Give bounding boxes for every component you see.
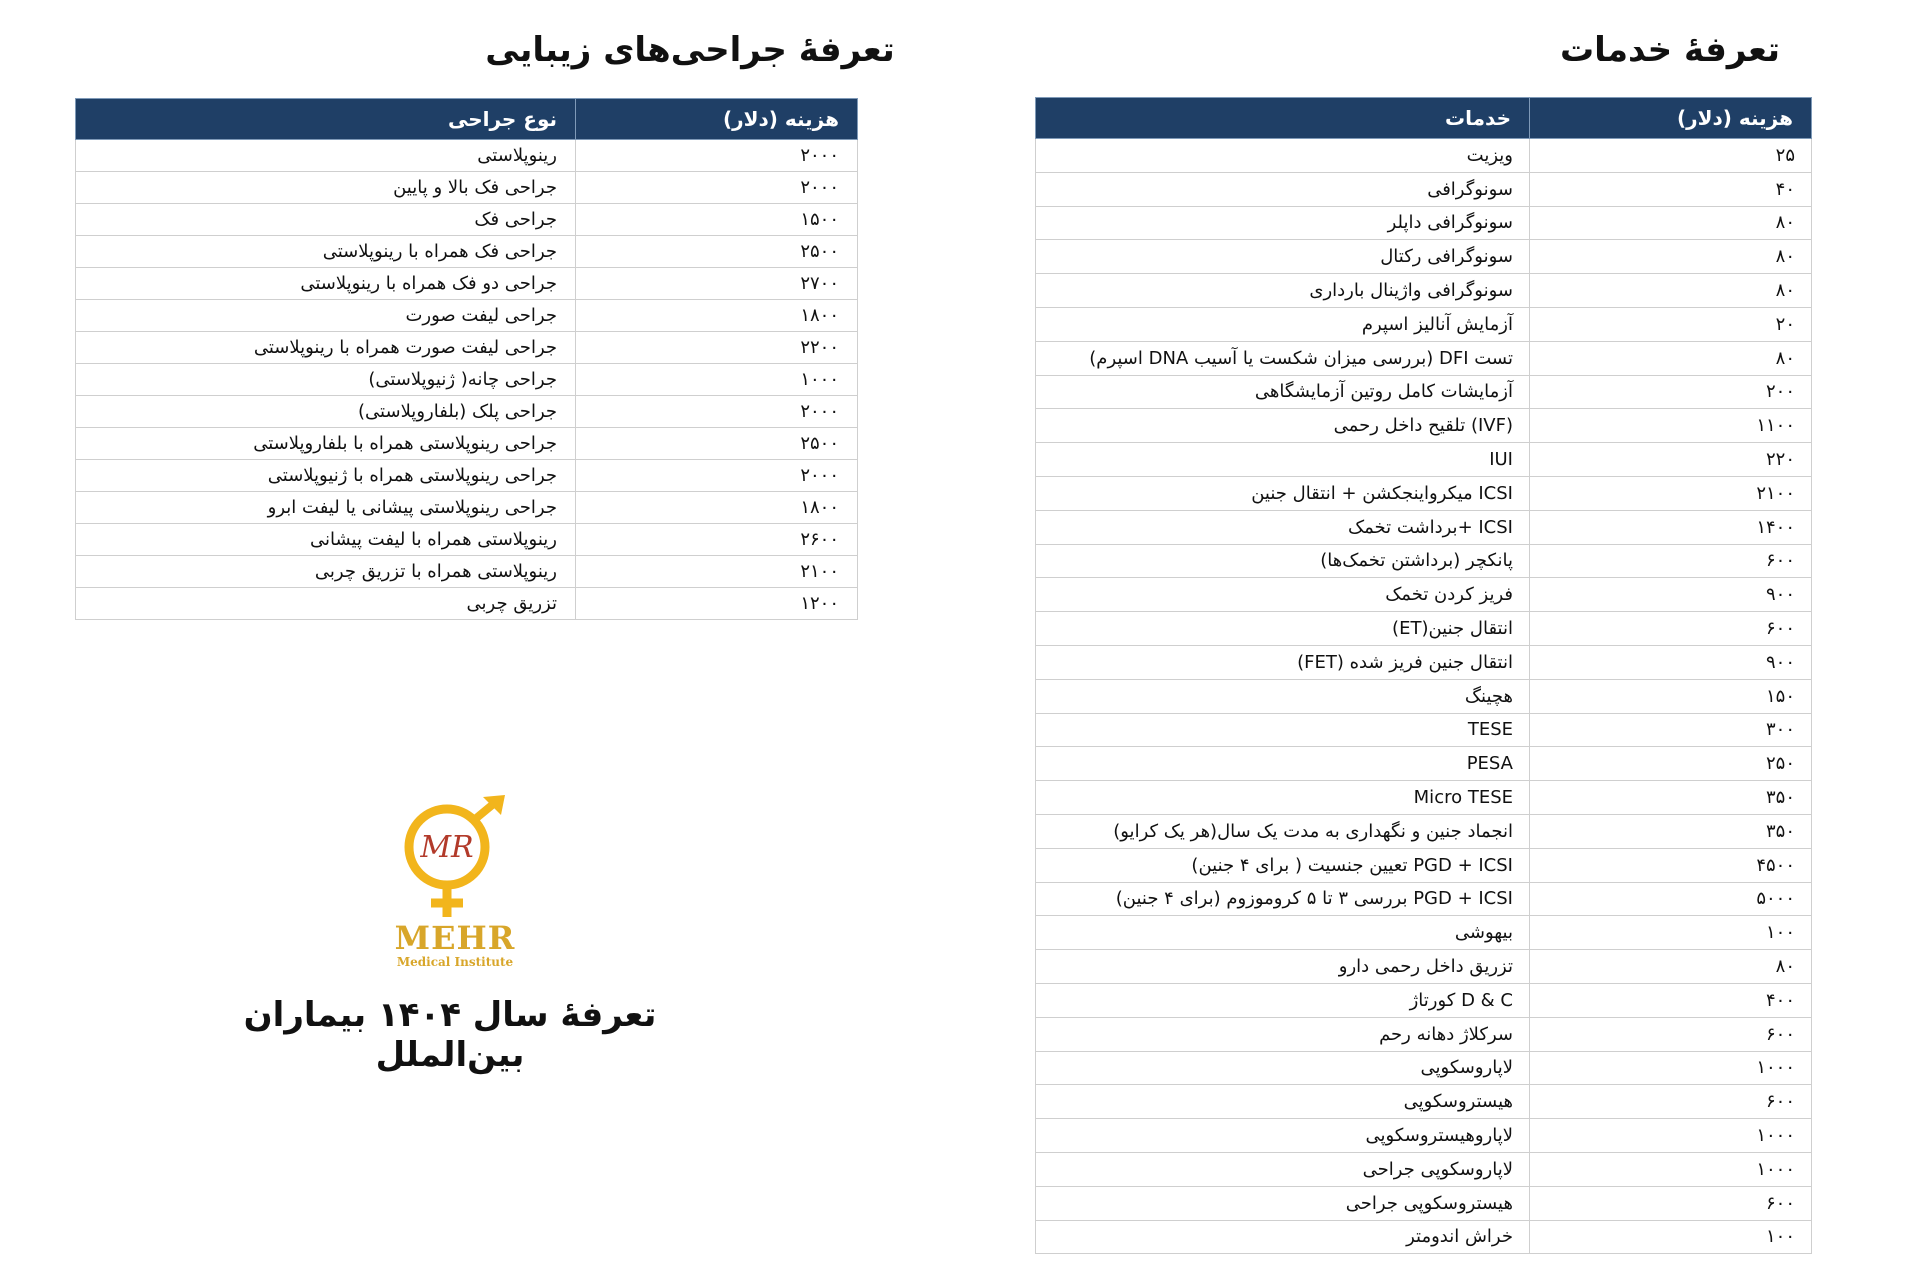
- price-cell: ۲۵: [1530, 139, 1812, 173]
- table-row: [1036, 814, 1812, 848]
- table-row: [1036, 1085, 1812, 1119]
- price-cell: ۲۰: [1530, 307, 1812, 341]
- price-cell: ۲۰۰۰: [576, 140, 858, 172]
- price-cell: ۹۰۰: [1530, 578, 1812, 612]
- name-cell: آزمایش آنالیز اسپرم: [1036, 307, 1530, 341]
- surgery-table: [75, 98, 858, 620]
- table-row: [1036, 848, 1812, 882]
- gender-symbol-icon: [385, 795, 525, 920]
- services-name-header: خدمات: [1036, 98, 1530, 139]
- name-cell: Micro TESE: [1036, 781, 1530, 815]
- name-cell: جراحی چانه( ژنیوپلاستی): [76, 364, 576, 396]
- name-cell: TESE: [1036, 713, 1530, 747]
- table-row: [1036, 882, 1812, 916]
- price-cell: ۸۰: [1530, 950, 1812, 984]
- name-cell: آزمایشات کامل روتین آزمایشگاهی: [1036, 375, 1530, 409]
- name-cell: ICSI میکرواینجکشن + انتقال جنین: [1036, 476, 1530, 510]
- price-cell: ۵۰۰۰: [1530, 882, 1812, 916]
- price-cell: ۲۵۰: [1530, 747, 1812, 781]
- table-row: [1036, 172, 1812, 206]
- table-row: [1036, 544, 1812, 578]
- table-row: [1036, 645, 1812, 679]
- price-cell: ۱۵۰۰: [576, 204, 858, 236]
- services-body: [1036, 139, 1812, 1254]
- surgery-title: تعرفهٔ جراحی‌های زیبایی: [485, 30, 895, 70]
- table-row: [1036, 679, 1812, 713]
- footer-caption: تعرفهٔ سال ۱۴۰۴ بیماران بین‌الملل: [243, 995, 657, 1075]
- name-cell: PGD + ICSI تعیین جنسیت ( برای ۴ جنین): [1036, 848, 1530, 882]
- price-cell: ۱۰۰۰: [1530, 1119, 1812, 1153]
- price-cell: ۲۷۰۰: [576, 268, 858, 300]
- price-cell: ۳۰۰: [1530, 713, 1812, 747]
- name-cell: هچینگ: [1036, 679, 1530, 713]
- name-cell: تزریق چربی: [76, 588, 576, 620]
- table-row: [76, 588, 858, 620]
- price-cell: ۱۰۰۰: [1530, 1152, 1812, 1186]
- logo-monogram: MR: [420, 830, 474, 865]
- table-row: [1036, 240, 1812, 274]
- table-row: [1036, 443, 1812, 477]
- name-cell: PGD + ICSI بررسی ۳ تا ۵ کروموزوم (برای ۴ جنین): [1036, 882, 1530, 916]
- name-cell: فریز کردن تخمک: [1036, 578, 1530, 612]
- table-row: [1036, 409, 1812, 443]
- name-cell: هیستروسکوپی: [1036, 1085, 1530, 1119]
- services-table: [1035, 97, 1812, 1254]
- price-cell: ۲۰۰: [1530, 375, 1812, 409]
- name-cell: جراحی پلک (بلفاروپلاستی): [76, 396, 576, 428]
- price-cell: ۶۰۰: [1530, 1017, 1812, 1051]
- mehr-logo: [385, 795, 525, 975]
- table-row: [76, 396, 858, 428]
- price-cell: ۲۶۰۰: [576, 524, 858, 556]
- name-cell: جراحی رینوپلاستی همراه با بلفاروپلاستی: [76, 428, 576, 460]
- name-cell: PESA: [1036, 747, 1530, 781]
- table-row: [1036, 983, 1812, 1017]
- name-cell: (IVF) تلقیح داخل رحمی: [1036, 409, 1530, 443]
- name-cell: انتقال جنین فریز شده (FET): [1036, 645, 1530, 679]
- table-row: [1036, 1051, 1812, 1085]
- name-cell: رینوپلاستی همراه با لیفت پیشانی: [76, 524, 576, 556]
- table-row: [1036, 950, 1812, 984]
- name-cell: IUI: [1036, 443, 1530, 477]
- name-cell: پانکچر (برداشتن تخمک‌ها): [1036, 544, 1530, 578]
- table-row: [76, 268, 858, 300]
- surgery-body: [76, 140, 858, 620]
- price-cell: ۱۸۰۰: [576, 492, 858, 524]
- name-cell: جراحی فک همراه با رینوپلاستی: [76, 236, 576, 268]
- table-row: [76, 172, 858, 204]
- table-row: [76, 332, 858, 364]
- services-header-row: [1036, 98, 1812, 139]
- logo-subtitle: Medical Institute: [396, 955, 514, 969]
- surgery-header-row: [76, 99, 858, 140]
- name-cell: سرکلاژ دهانه رحم: [1036, 1017, 1530, 1051]
- table-row: [1036, 341, 1812, 375]
- table-row: [76, 428, 858, 460]
- table-row: [1036, 307, 1812, 341]
- name-cell: رینوپلاستی همراه با تزریق چربی: [76, 556, 576, 588]
- price-cell: ۶۰۰: [1530, 612, 1812, 646]
- name-cell: جراحی لیفت صورت: [76, 300, 576, 332]
- name-cell: ICSI +برداشت تخمک: [1036, 510, 1530, 544]
- price-cell: ۲۰۰۰: [576, 396, 858, 428]
- name-cell: D & C کورتاژ: [1036, 983, 1530, 1017]
- name-cell: ویزیت: [1036, 139, 1530, 173]
- table-row: [76, 236, 858, 268]
- price-cell: ۶۰۰: [1530, 1186, 1812, 1220]
- table-row: [76, 524, 858, 556]
- price-cell: ۱۱۰۰: [1530, 409, 1812, 443]
- price-cell: ۸۰: [1530, 341, 1812, 375]
- price-cell: ۴۰۰: [1530, 983, 1812, 1017]
- price-cell: ۴۰: [1530, 172, 1812, 206]
- price-cell: ۱۵۰: [1530, 679, 1812, 713]
- table-row: [1036, 713, 1812, 747]
- table-row: [1036, 916, 1812, 950]
- price-cell: ۱۰۰۰: [576, 364, 858, 396]
- name-cell: جراحی رینوپلاستی همراه با ژنیوپلاستی: [76, 460, 576, 492]
- name-cell: لاپاروسکوپی: [1036, 1051, 1530, 1085]
- table-row: [76, 364, 858, 396]
- name-cell: سونوگرافی داپلر: [1036, 206, 1530, 240]
- name-cell: جراحی فک بالا و پایین: [76, 172, 576, 204]
- table-row: [1036, 1186, 1812, 1220]
- price-cell: ۶۰۰: [1530, 1085, 1812, 1119]
- table-row: [76, 460, 858, 492]
- services-title: تعرفهٔ خدمات: [1560, 30, 1780, 70]
- price-cell: ۳۵۰: [1530, 781, 1812, 815]
- table-row: [1036, 1220, 1812, 1254]
- name-cell: سونوگرافی: [1036, 172, 1530, 206]
- table-row: [1036, 206, 1812, 240]
- price-cell: ۹۰۰: [1530, 645, 1812, 679]
- price-cell: ۲۰۰۰: [576, 460, 858, 492]
- table-row: [1036, 747, 1812, 781]
- table-row: [1036, 510, 1812, 544]
- price-cell: ۲۱۰۰: [576, 556, 858, 588]
- surgery-name-header: نوع جراحی: [76, 99, 576, 140]
- table-row: [1036, 139, 1812, 173]
- name-cell: تست DFI (بررسی میزان شکست یا آسیب DNA اسپرم): [1036, 341, 1530, 375]
- table-row: [76, 140, 858, 172]
- price-cell: ۱۸۰۰: [576, 300, 858, 332]
- services-price-header: هزینه (دلار): [1530, 98, 1812, 139]
- name-cell: خراش اندومتر: [1036, 1220, 1530, 1254]
- name-cell: رینوپلاستی: [76, 140, 576, 172]
- table-row: [1036, 612, 1812, 646]
- table-row: [1036, 274, 1812, 308]
- price-cell: ۸۰: [1530, 206, 1812, 240]
- price-cell: ۱۰۰: [1530, 916, 1812, 950]
- name-cell: هیستروسکوپی جراحی: [1036, 1186, 1530, 1220]
- price-cell: ۴۵۰۰: [1530, 848, 1812, 882]
- table-row: [1036, 1119, 1812, 1153]
- name-cell: سونوگرافی رکتال: [1036, 240, 1530, 274]
- price-cell: ۲۵۰۰: [576, 428, 858, 460]
- price-cell: ۲۱۰۰: [1530, 476, 1812, 510]
- table-row: [76, 492, 858, 524]
- name-cell: لاپاروسکوپی جراحی: [1036, 1152, 1530, 1186]
- table-row: [1036, 476, 1812, 510]
- name-cell: انجماد جنین و نگهداری به مدت یک سال(هر یک کرایو): [1036, 814, 1530, 848]
- table-row: [1036, 375, 1812, 409]
- price-cell: ۲۲۰: [1530, 443, 1812, 477]
- name-cell: جراحی دو فک همراه با رینوپلاستی: [76, 268, 576, 300]
- price-cell: ۸۰: [1530, 274, 1812, 308]
- price-cell: ۲۲۰۰: [576, 332, 858, 364]
- name-cell: جراحی فک: [76, 204, 576, 236]
- price-cell: ۱۲۰۰: [576, 588, 858, 620]
- name-cell: لاپاروهیستروسکوپی: [1036, 1119, 1530, 1153]
- surgery-price-header: هزینه (دلار): [576, 99, 858, 140]
- name-cell: بیهوشی: [1036, 916, 1530, 950]
- price-cell: ۱۴۰۰: [1530, 510, 1812, 544]
- name-cell: جراحی لیفت صورت همراه با رینوپلاستی: [76, 332, 576, 364]
- name-cell: انتقال جنین(ET): [1036, 612, 1530, 646]
- price-cell: ۳۵۰: [1530, 814, 1812, 848]
- table-row: [1036, 781, 1812, 815]
- price-cell: ۱۰۰: [1530, 1220, 1812, 1254]
- table-row: [76, 204, 858, 236]
- price-cell: ۲۵۰۰: [576, 236, 858, 268]
- logo-brand: MEHR: [394, 919, 516, 957]
- name-cell: سونوگرافی واژینال بارداری: [1036, 274, 1530, 308]
- table-row: [1036, 1152, 1812, 1186]
- price-cell: ۲۰۰۰: [576, 172, 858, 204]
- price-cell: ۱۰۰۰: [1530, 1051, 1812, 1085]
- price-cell: ۶۰۰: [1530, 544, 1812, 578]
- price-cell: ۸۰: [1530, 240, 1812, 274]
- table-row: [1036, 1017, 1812, 1051]
- table-row: [76, 556, 858, 588]
- name-cell: تزریق داخل رحمی دارو: [1036, 950, 1530, 984]
- name-cell: جراحی رینوپلاستی پیشانی یا لیفت ابرو: [76, 492, 576, 524]
- table-row: [76, 300, 858, 332]
- table-row: [1036, 578, 1812, 612]
